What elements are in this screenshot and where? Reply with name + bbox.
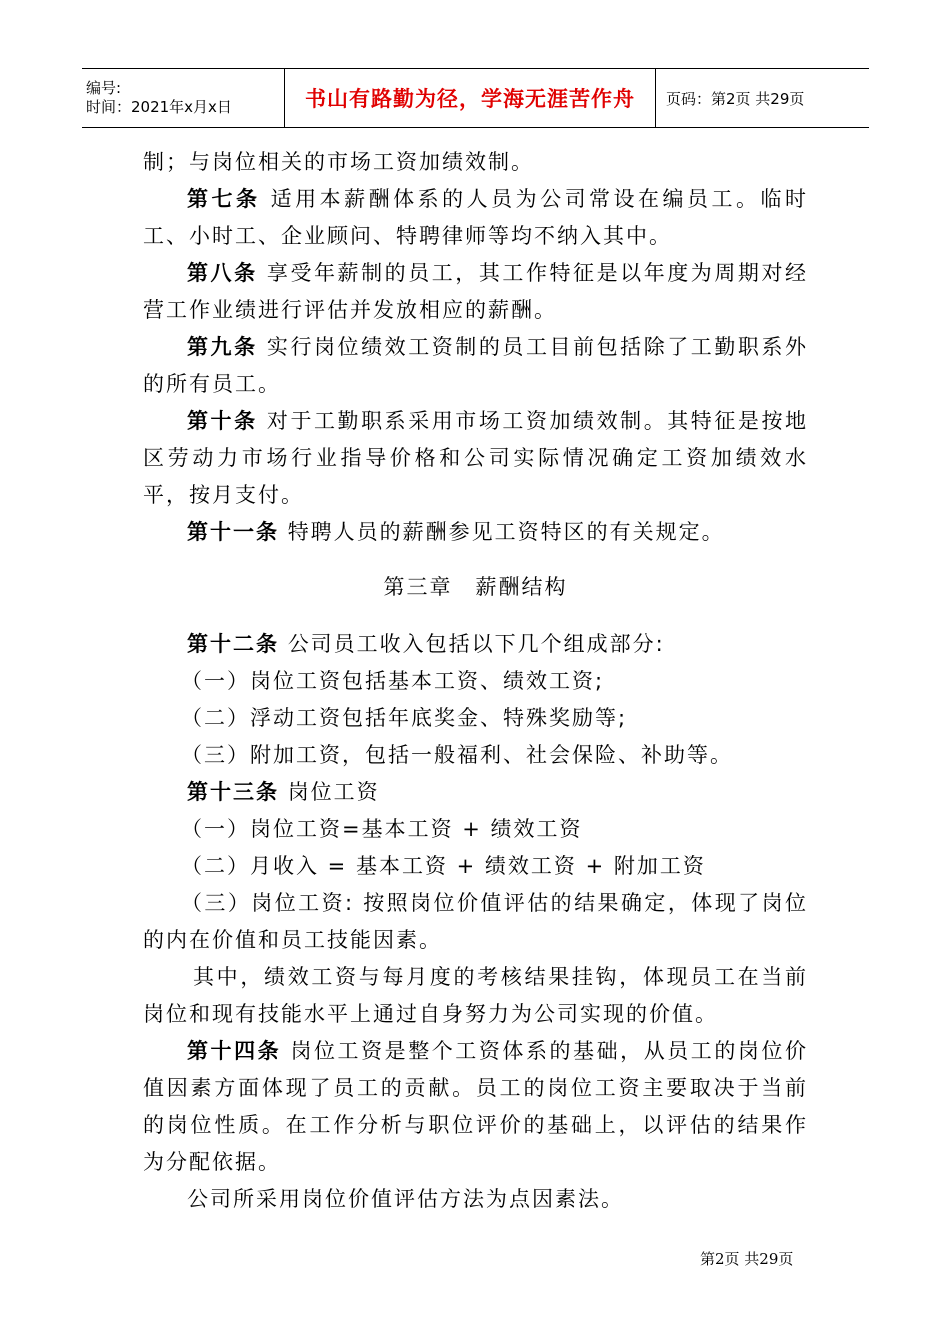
article-10: 第十条 对于工勤职系采用市场工资加绩效制。其特征是按地区劳动力市场行业指导价格和公司实际情况确定工资加绩效水平，按月支付。 xyxy=(143,409,808,507)
list-item: （三）附加工资，包括一般福利、社会保险、补助等。 xyxy=(181,743,733,767)
chapter-title: 第三章 薪酬结构 xyxy=(383,575,568,599)
list-item: （一）岗位工资包括基本工资、绩效工资; xyxy=(181,669,605,693)
list-item: （二）浮动工资包括年底奖金、特殊奖励等; xyxy=(181,706,628,730)
document-body xyxy=(143,144,808,1218)
article-lead: 第十条 xyxy=(187,409,258,433)
article-lead: 第十四条 xyxy=(187,1039,282,1063)
header-motto: 书山有路勤为径，学海无涯苦作舟 xyxy=(285,69,656,128)
article-13: 第十三条 岗位工资 xyxy=(187,780,380,804)
article-lead: 第十一条 xyxy=(187,520,279,544)
list-item: （三）岗位工资: 按照岗位价值评估的结果确定，体现了岗位的内在价值和员工技能因素。 xyxy=(143,891,808,952)
paragraph: 制；与岗位相关的市场工资加绩效制。 xyxy=(143,150,534,174)
document-time: 时间：2021年x月x日 xyxy=(86,98,232,116)
document-header xyxy=(82,68,869,128)
article-lead: 第七条 xyxy=(187,187,261,211)
article-lead: 第十三条 xyxy=(187,780,279,804)
paragraph: 公司所采用岗位价值评估方法为点因素法。 xyxy=(187,1187,624,1211)
article-8: 第八条 享受年薪制的员工，其工作特征是以年度为周期对经营工作业绩进行评估并发放相应的薪酬。 xyxy=(143,261,808,322)
list-item: （二）月收入 = 基本工资 + 绩效工资 + 附加工资 xyxy=(181,854,706,878)
article-14: 第十四条 岗位工资是整个工资体系的基础，从员工的岗位价值因素方面体现了员工的贡献。员工的岗位工资主要取决于当前的岗位性质。在工作分析与职位评价的基础上，以评估的结果作为分配依据。 xyxy=(143,1039,808,1174)
list-item: （一）岗位工资=基本工资 + 绩效工资 xyxy=(181,817,583,841)
footer-page-number: 第2页 共29页 xyxy=(700,1250,794,1268)
article-lead: 第九条 xyxy=(187,335,258,359)
document-number: 编号: xyxy=(86,79,122,97)
article-11: 第十一条 特聘人员的薪酬参见工资特区的有关规定。 xyxy=(187,520,725,544)
article-lead: 第十二条 xyxy=(187,632,279,656)
header-page-number: 页码：第2页 共29页 xyxy=(656,69,870,128)
article-lead: 第八条 xyxy=(187,261,258,285)
paragraph: 其中，绩效工资与每月度的考核结果挂钩，体现员工在当前岗位和现有技能水平上通过自身努力为公司实现的价值。 xyxy=(143,965,808,1026)
article-7: 第七条 适用本薪酬体系的人员为公司常设在编员工。临时工、小时工、企业顾问、特聘律师等均不纳入其中。 xyxy=(143,187,808,248)
article-12: 第十二条 公司员工收入包括以下几个组成部分: xyxy=(187,632,665,656)
article-9: 第九条 实行岗位绩效工资制的员工目前包括除了工勤职系外的所有员工。 xyxy=(143,335,808,396)
header-meta xyxy=(82,69,285,128)
